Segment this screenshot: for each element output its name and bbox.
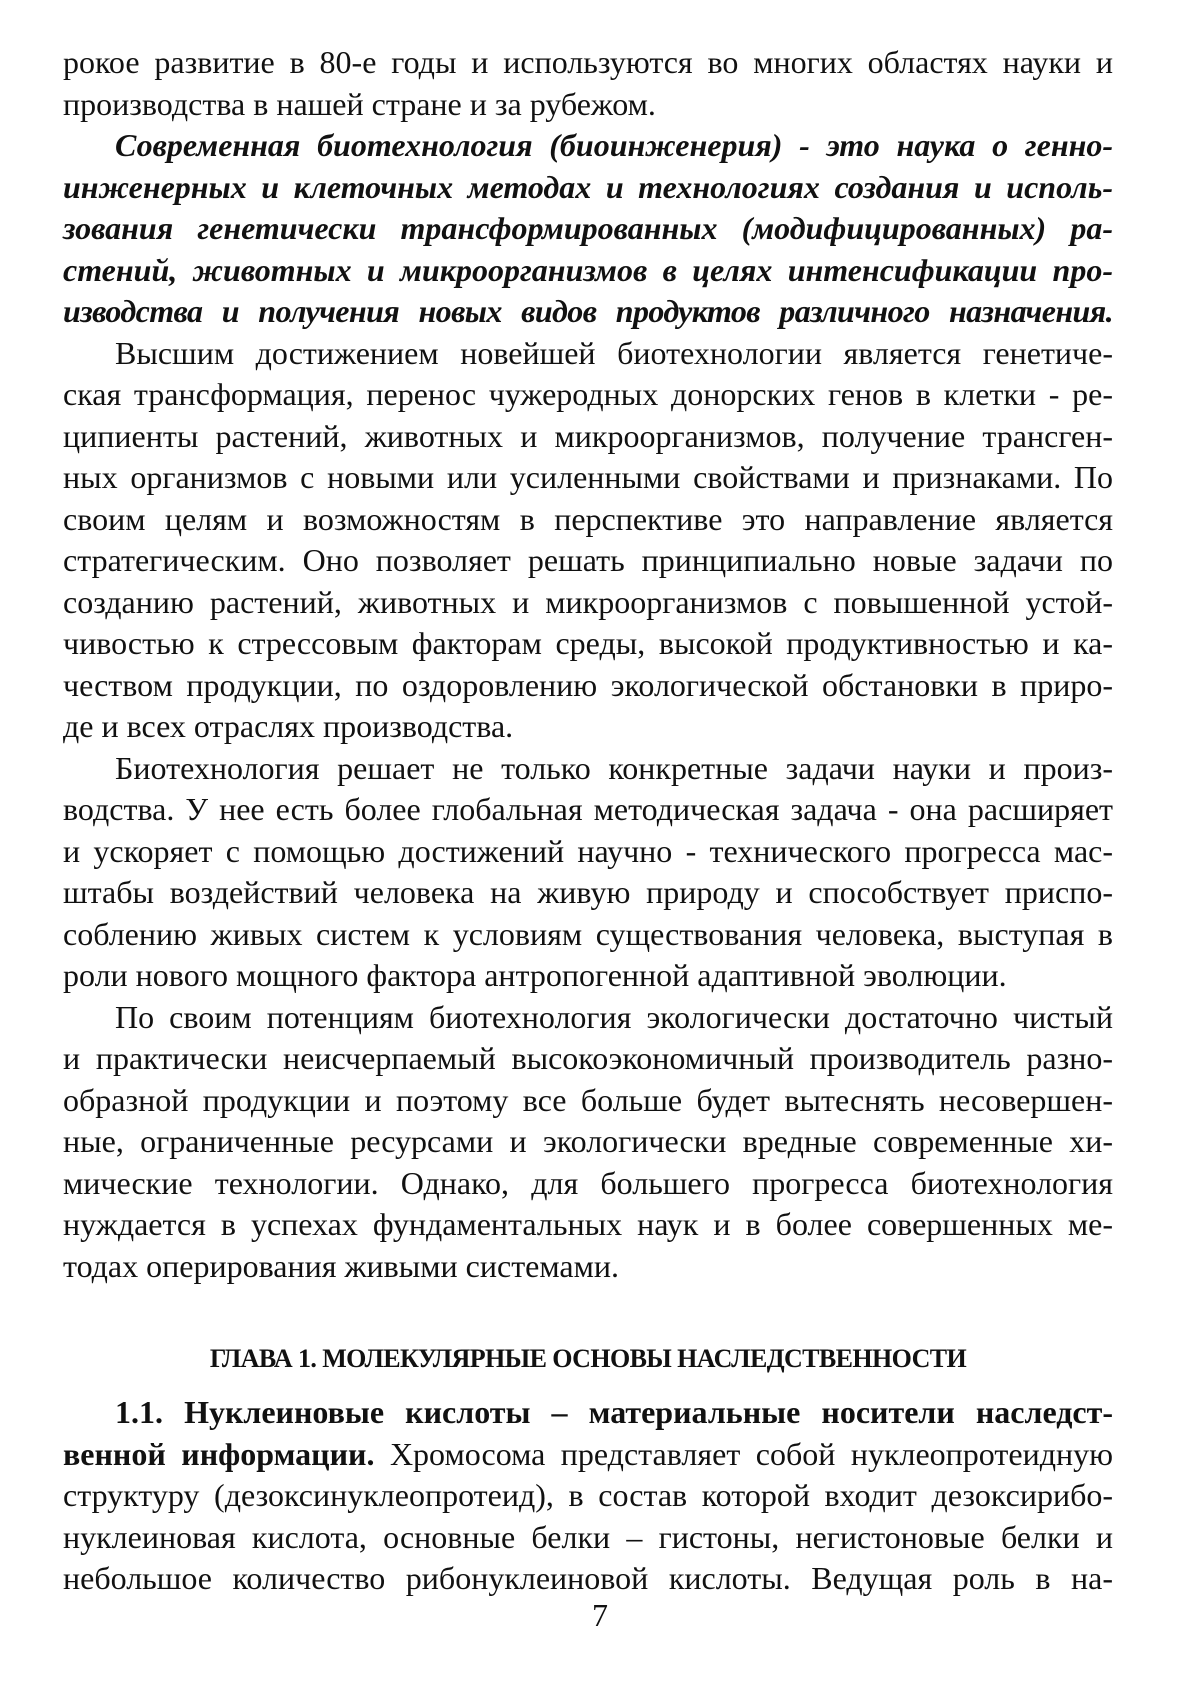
text-line: де и всех отраслях производства. xyxy=(63,708,514,744)
text-line: своим целям и возможностям в перспективе это направление является xyxy=(63,500,1113,537)
text-line: зования генетически трансформированных (модифицированных) ра- xyxy=(63,210,1113,246)
paragraph-definition xyxy=(63,125,1113,333)
paragraph-achievement xyxy=(63,333,1113,748)
paragraph-intro xyxy=(63,42,1113,125)
text-line: инженерных и клеточных методах и технологиях создания и исполь- xyxy=(63,168,1113,205)
text-line: ская трансформация, перенос чужеродных донорских генов в клетки - ре- xyxy=(63,376,1113,412)
text-line: мические технологии. Однако, для большего прогресса биотехнология xyxy=(63,1164,1113,1201)
paragraph-tasks xyxy=(63,748,1113,997)
text-line: По своим потенциям биотехнология экологически достаточно чистый xyxy=(115,998,1113,1035)
text-line: штабы воздействий человека на живую природу и способствует приспо- xyxy=(63,874,1113,910)
page-number: 7 xyxy=(592,1597,608,1633)
text-line: чеством продукции, по оздоровлению экологической обстановки в приро- xyxy=(63,666,1113,703)
text-line: образной продукции и поэтому все больше будет вытеснять несовершен- xyxy=(63,1081,1113,1118)
chapter-title: ГЛАВА 1. МОЛЕКУЛЯРНЫЕ ОСНОВЫ НАСЛЕДСТВЕННОСТИ xyxy=(209,1344,967,1373)
text-line: роли нового мощного фактора антропогенной адаптивной эволюции. xyxy=(63,957,1007,993)
text-line: ципиенты растений, животных и микроорганизмов, получение трансген- xyxy=(63,417,1113,454)
text-line: ных организмов с новыми или усиленными свойствами и признаками. По xyxy=(63,459,1113,495)
text-line: чивостью к стрессовым факторам среды, высокой продуктивностью и ка- xyxy=(63,625,1113,661)
text-line: Биотехнология решает не только конкретные задачи науки и произ- xyxy=(115,749,1113,786)
text-line: ные, ограниченные ресурсами и экологически вредные современные хи- xyxy=(63,1123,1113,1159)
paragraph-potential xyxy=(63,997,1113,1288)
text-line: стений, животных и микроорганизмов в целях интенсификации про- xyxy=(63,251,1113,288)
text-line: небольшое количество рибонуклеиновой кислоты. Ведущая роль в на- xyxy=(63,1560,1113,1596)
document-page xyxy=(63,42,1114,1596)
text-line: тодах оперирования живыми системами. xyxy=(63,1247,619,1284)
section-heading: 1.1. Нуклеиновые кислоты – материальные носители наследст- xyxy=(115,1394,1113,1430)
text-line: водства. У нее есть более глобальная методическая задача - она расширяет xyxy=(63,791,1113,827)
section-text-start: Хромосома представляет собой нуклеопротеидную xyxy=(374,1435,1114,1472)
section-heading-end: венной информации. xyxy=(63,1435,375,1472)
text-line: Высшим достижением новейшей биотехнологии является генетиче- xyxy=(115,334,1113,371)
text-line: изводства и получения новых видов продуктов различного назначения. xyxy=(63,293,1113,329)
text-line: нуждается в успехах фундаментальных наук и в более совершенных ме- xyxy=(63,1206,1113,1242)
text-line: нуклеиновая кислота, основные белки – гистоны, негистоновые белки и xyxy=(63,1518,1113,1555)
text-line: стратегическим. Оно позволяет решать принципиально новые задачи по xyxy=(63,542,1113,578)
text-line: и ускоряет с помощью достижений научно - технического прогресса мас- xyxy=(63,832,1113,869)
text-line: структуру (дезоксинуклеопротеид), в состав которой входит дезоксирибо- xyxy=(63,1477,1113,1513)
section-1-1 xyxy=(63,1392,1113,1600)
text-line: производства в нашей стране и за рубежом. xyxy=(63,85,656,122)
text-line: созданию растений, животных и микроорганизмов с повышенной устой- xyxy=(63,583,1113,620)
text-line: Современная биотехнология (биоинженерия) - это наука о генно- xyxy=(115,127,1113,163)
text-line: рокое развитие в 80-е годы и используются во многих областях науки и xyxy=(63,44,1113,80)
text-line: и практически неисчерпаемый высокоэкономичный производитель разно- xyxy=(63,1040,1113,1076)
text-line xyxy=(63,1434,1113,1476)
text-line: соблению живых систем к условиям существования человека, выступая в xyxy=(63,915,1113,952)
